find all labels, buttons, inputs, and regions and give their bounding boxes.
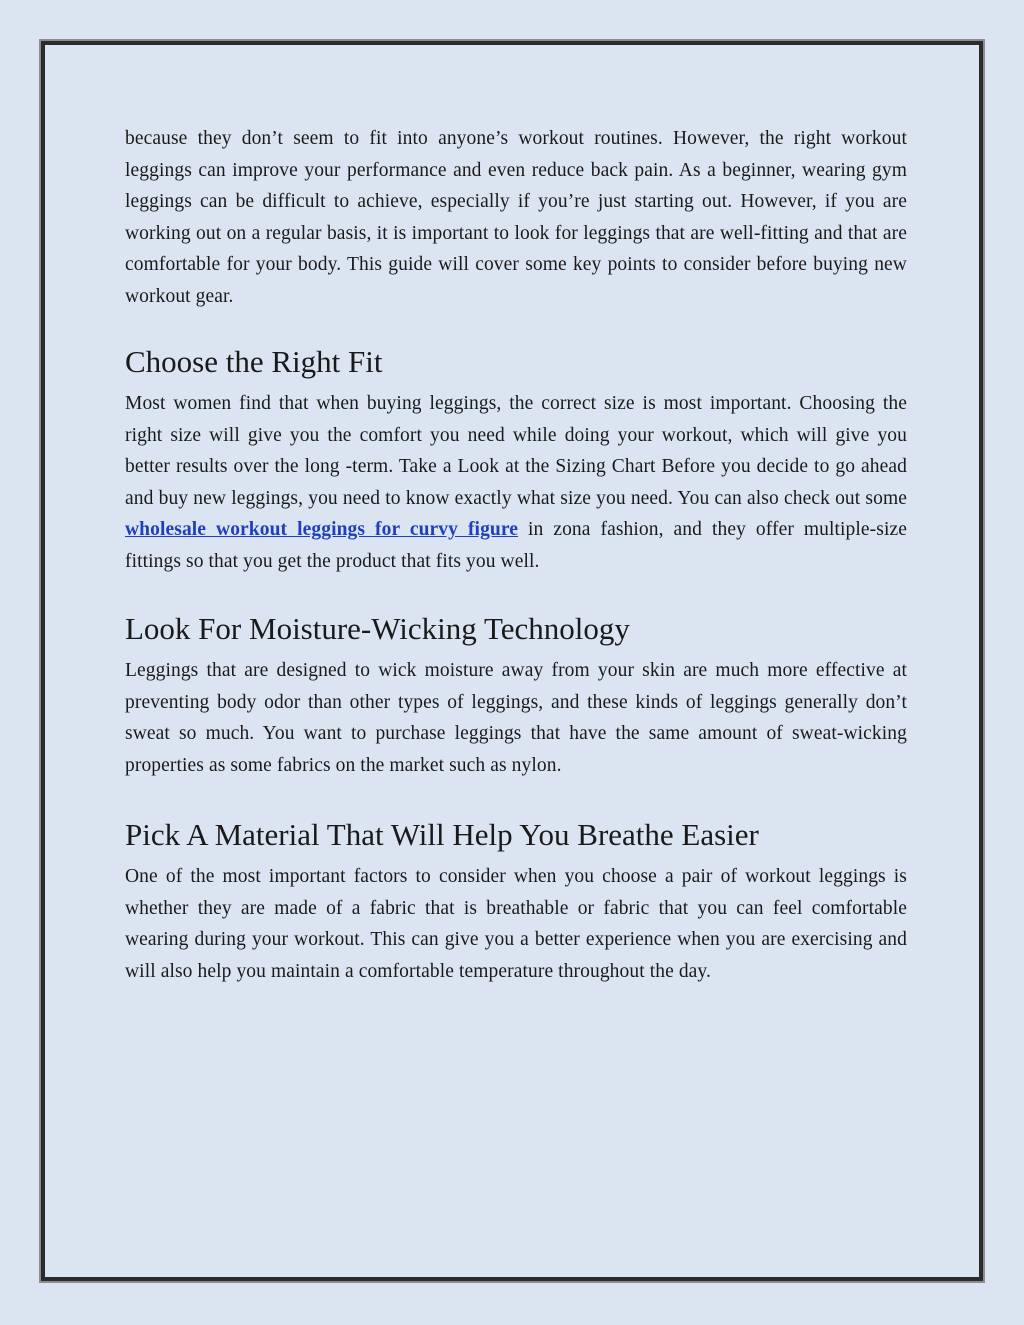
paragraph-choose-right-fit <box>125 388 907 577</box>
intro-paragraph: because they don’t seem to fit into anyone’s workout routines. However, the right workout leggings can improve your performance and even reduce back pain. As a beginner, wearing gym leggings can be difficult to achieve, especially if you’re just starting out. However, if you are working out on a regular basis, it is important to look for leggings that are well-fitting and that are comfortable for your body. This guide will cover some key points to consider before buying new workout gear. <box>125 128 907 307</box>
paragraph-breathable-material: One of the most important factors to consider when you choose a pair of workout leggings is whether they are made of a fabric that is breathable or fabric that you can feel comfortable wearing during your workout. This can give you a better experience when you are exercising and will also help you maintain a comfortable temperature throughout the day. <box>125 866 907 982</box>
wholesale-leggings-link[interactable]: wholesale workout leggings for curvy figure <box>125 519 519 540</box>
document-content <box>125 123 907 987</box>
paragraph-text-after-link: in zona fashion, and they offer multiple-size fittings so that you get the product that fits you well. <box>125 519 907 572</box>
page-frame <box>41 41 983 1281</box>
paragraph-moisture-wicking: Leggings that are designed to wick moisture away from your skin are much more effective at preventing body odor than other types of leggings, and these kinds of leggings generally don’t sweat so much. You want to purchase leggings that have the same amount of sweat-wicking properties as some fabrics on the market such as nylon. <box>125 660 907 776</box>
heading-moisture-wicking: Look For Moisture-Wicking Technology <box>125 611 630 646</box>
heading-choose-right-fit: Choose the Right Fit <box>125 344 383 379</box>
heading-breathable-material: Pick A Material That Will Help You Breathe Easier <box>125 817 759 852</box>
paragraph-text-before-link: Most women find that when buying leggings, the correct size is most important. Choosing the right size will give you the comfort you need while doing your workout, which will give you better results over the long -term. Take a Look at the Sizing Chart Before you decide to go ahead and buy new leggings, you need to know exactly what size you need. You can also check out some <box>125 393 907 509</box>
